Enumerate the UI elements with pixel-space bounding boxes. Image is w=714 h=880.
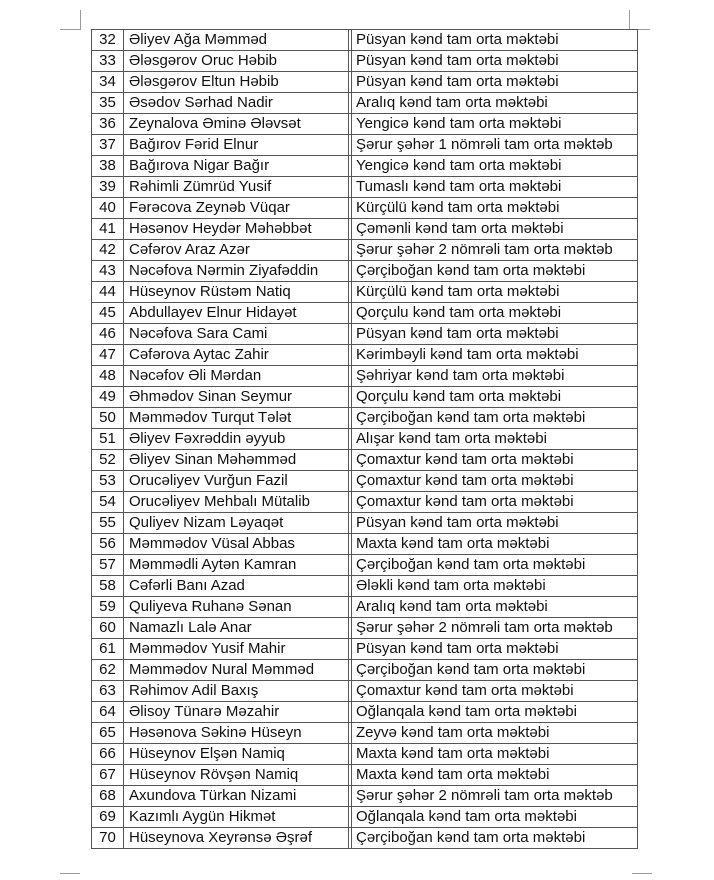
crop-mark-top-left (60, 29, 80, 30)
table-row (91, 408, 638, 429)
school-cell: Maxta kənd tam orta məktəbi (352, 765, 638, 786)
full-name-cell: Nəcəfova Sara Cami (124, 324, 349, 345)
table-row (91, 618, 638, 639)
table-row (91, 93, 638, 114)
table-row (91, 639, 638, 660)
full-name-cell: Kazımlı Aygün Hikmət (124, 807, 349, 828)
row-number-cell: 68 (91, 786, 124, 807)
table-row (91, 387, 638, 408)
table-row (91, 597, 638, 618)
table-row (91, 29, 638, 51)
school-cell: Qorçulu kənd tam orta məktəbi (352, 303, 638, 324)
table-row (91, 492, 638, 513)
row-number-cell: 51 (91, 429, 124, 450)
row-number-cell: 50 (91, 408, 124, 429)
full-name-cell: Hüseynov Rövşən Namiq (124, 765, 349, 786)
table-row (91, 702, 638, 723)
full-name-cell: Bağırov Fərid Elnur (124, 135, 349, 156)
row-number-cell: 52 (91, 450, 124, 471)
row-number-cell: 46 (91, 324, 124, 345)
table-row (91, 282, 638, 303)
table-row (91, 261, 638, 282)
table-row (91, 765, 638, 786)
full-name-cell: Əliyev Ağa Məmməd (124, 29, 349, 51)
school-cell: Ələkli kənd tam orta məktəbi (352, 576, 638, 597)
row-number-cell: 38 (91, 156, 124, 177)
table-row (91, 135, 638, 156)
row-number-cell: 33 (91, 51, 124, 72)
crop-mark-bottom-left (60, 873, 80, 874)
full-name-cell: Hüseynov Elşən Namiq (124, 744, 349, 765)
table-row (91, 114, 638, 135)
table-row (91, 324, 638, 345)
school-cell: Şəhriyar kənd tam orta məktəbi (352, 366, 638, 387)
full-name-cell: Əhmədov Sinan Seymur (124, 387, 349, 408)
school-cell: Kürçülü kənd tam orta məktəbi (352, 198, 638, 219)
full-name-cell: Əliyev Sinan Məhəmməd (124, 450, 349, 471)
table-row (91, 303, 638, 324)
school-cell: Yengicə kənd tam orta məktəbi (352, 156, 638, 177)
row-number-cell: 35 (91, 93, 124, 114)
full-name-cell: Zeynalova Əminə Ələvsət (124, 114, 349, 135)
row-number-cell: 61 (91, 639, 124, 660)
crop-mark-bottom-right (632, 873, 652, 874)
full-name-cell: Əsədov Sərhad Nadir (124, 93, 349, 114)
school-cell: Tumaslı kənd tam orta məktəbi (352, 177, 638, 198)
school-cell: Oğlanqala kənd tam orta məktəbi (352, 702, 638, 723)
full-name-cell: Axundova Türkan Nizami (124, 786, 349, 807)
full-name-cell: Cəfərova Aytac Zahir (124, 345, 349, 366)
table-row (91, 429, 638, 450)
row-number-cell: 60 (91, 618, 124, 639)
full-name-cell: Hüseynova Xeyrənsə Əşrəf (124, 828, 349, 849)
school-cell: Maxta kənd tam orta məktəbi (352, 534, 638, 555)
table-row (91, 660, 638, 681)
school-cell: Çərçiboğan kənd tam orta məktəbi (352, 408, 638, 429)
full-name-cell: Nəcəfova Nərmin Ziyafəddin (124, 261, 349, 282)
school-cell: Çərçiboğan kənd tam orta məktəbi (352, 555, 638, 576)
table-row (91, 723, 638, 744)
school-cell: Şərur şəhər 2 nömrəli tam orta məktəb (352, 618, 638, 639)
table-row (91, 828, 638, 849)
table-row (91, 240, 638, 261)
row-number-cell: 47 (91, 345, 124, 366)
table-row (91, 156, 638, 177)
table-row (91, 786, 638, 807)
row-number-cell: 48 (91, 366, 124, 387)
row-number-cell: 62 (91, 660, 124, 681)
school-cell: Zeyvə kənd tam orta məktəbi (352, 723, 638, 744)
table-row (91, 471, 638, 492)
row-number-cell: 41 (91, 219, 124, 240)
school-cell: Yengicə kənd tam orta məktəbi (352, 114, 638, 135)
row-number-cell: 37 (91, 135, 124, 156)
full-name-cell: Cəfərli Banı Azad (124, 576, 349, 597)
school-cell: Şərur şəhər 2 nömrəli tam orta məktəb (352, 240, 638, 261)
crop-mark-top-left (80, 10, 81, 30)
row-number-cell: 54 (91, 492, 124, 513)
table-row (91, 366, 638, 387)
full-name-cell: Abdullayev Elnur Hidayət (124, 303, 349, 324)
full-name-cell: Məmmədov Turqut Tələt (124, 408, 349, 429)
school-cell: Püsyan kənd tam orta məktəbi (352, 639, 638, 660)
full-name-cell: Rəhimov Adil Baxış (124, 681, 349, 702)
row-number-cell: 45 (91, 303, 124, 324)
row-number-cell: 63 (91, 681, 124, 702)
table-row (91, 576, 638, 597)
row-number-cell: 40 (91, 198, 124, 219)
full-name-cell: Hüseynov Rüstəm Natiq (124, 282, 349, 303)
table-row (91, 744, 638, 765)
full-name-cell: Həsənova Səkinə Hüseyn (124, 723, 349, 744)
full-name-cell: Orucəliyev Vurğun Fazil (124, 471, 349, 492)
school-cell: Püsyan kənd tam orta məktəbi (352, 51, 638, 72)
school-cell: Püsyan kənd tam orta məktəbi (352, 324, 638, 345)
school-cell: Kərimbəyli kənd tam orta məktəbi (352, 345, 638, 366)
full-name-cell: Məmmədli Aytən Kamran (124, 555, 349, 576)
table-row (91, 534, 638, 555)
table-row (91, 51, 638, 72)
full-name-cell: Əlisoy Tünarə Məzahir (124, 702, 349, 723)
school-cell: Aralıq kənd tam orta məktəbi (352, 93, 638, 114)
row-number-cell: 66 (91, 744, 124, 765)
row-number-cell: 43 (91, 261, 124, 282)
school-cell: Çomaxtur kənd tam orta məktəbi (352, 450, 638, 471)
full-name-cell: Quliyev Nizam Ləyaqət (124, 513, 349, 534)
full-name-cell: Quliyeva Ruhanə Sənan (124, 597, 349, 618)
table-row (91, 345, 638, 366)
school-cell: Püsyan kənd tam orta məktəbi (352, 513, 638, 534)
row-number-cell: 34 (91, 72, 124, 93)
school-cell: Çərçiboğan kənd tam orta məktəbi (352, 261, 638, 282)
full-name-cell: Cəfərov Araz Azər (124, 240, 349, 261)
full-name-cell: Orucəliyev Mehbalı Mütalib (124, 492, 349, 513)
table-row (91, 219, 638, 240)
full-name-cell: Rəhimli Zümrüd Yusif (124, 177, 349, 198)
participants-table-body (91, 29, 638, 849)
school-cell: Çəmənli kənd tam orta məktəbi (352, 219, 638, 240)
school-cell: Oğlanqala kənd tam orta məktəbi (352, 807, 638, 828)
full-name-cell: Həsənov Heydər Məhəbbət (124, 219, 349, 240)
row-number-cell: 36 (91, 114, 124, 135)
row-number-cell: 58 (91, 576, 124, 597)
row-number-cell: 44 (91, 282, 124, 303)
full-name-cell: Fərəcova Zeynəb Vüqar (124, 198, 349, 219)
school-cell: Aralıq kənd tam orta məktəbi (352, 597, 638, 618)
full-name-cell: Namazlı Lalə Anar (124, 618, 349, 639)
crop-mark-top-right (629, 10, 630, 30)
school-cell: Püsyan kənd tam orta məktəbi (352, 72, 638, 93)
full-name-cell: Məmmədov Vüsal Abbas (124, 534, 349, 555)
row-number-cell: 57 (91, 555, 124, 576)
full-name-cell: Ələsgərov Eltun Həbib (124, 72, 349, 93)
full-name-cell: Ələsgərov Oruc Həbib (124, 51, 349, 72)
row-number-cell: 59 (91, 597, 124, 618)
full-name-cell: Məmmədov Yusif Mahir (124, 639, 349, 660)
school-cell: Kürçülü kənd tam orta məktəbi (352, 282, 638, 303)
school-cell: Şərur şəhər 1 nömrəli tam orta məktəb (352, 135, 638, 156)
row-number-cell: 42 (91, 240, 124, 261)
school-cell: Alışar kənd tam orta məktəbi (352, 429, 638, 450)
table-row (91, 681, 638, 702)
row-number-cell: 53 (91, 471, 124, 492)
table-row (91, 513, 638, 534)
school-cell: Qorçulu kənd tam orta məktəbi (352, 387, 638, 408)
table-row (91, 450, 638, 471)
participants-table (91, 29, 638, 849)
row-number-cell: 39 (91, 177, 124, 198)
row-number-cell: 55 (91, 513, 124, 534)
school-cell: Çomaxtur kənd tam orta məktəbi (352, 681, 638, 702)
school-cell: Şərur şəhər 2 nömrəli tam orta məktəb (352, 786, 638, 807)
row-number-cell: 49 (91, 387, 124, 408)
full-name-cell: Bağırova Nigar Bağır (124, 156, 349, 177)
school-cell: Çərçiboğan kənd tam orta məktəbi (352, 660, 638, 681)
table-row (91, 72, 638, 93)
table-row (91, 807, 638, 828)
school-cell: Püsyan kənd tam orta məktəbi (352, 29, 638, 51)
table-row (91, 198, 638, 219)
row-number-cell: 67 (91, 765, 124, 786)
row-number-cell: 32 (91, 29, 124, 51)
row-number-cell: 56 (91, 534, 124, 555)
full-name-cell: Məmmədov Nural Məmməd (124, 660, 349, 681)
school-cell: Çomaxtur kənd tam orta məktəbi (352, 471, 638, 492)
row-number-cell: 64 (91, 702, 124, 723)
school-cell: Maxta kənd tam orta məktəbi (352, 744, 638, 765)
row-number-cell: 70 (91, 828, 124, 849)
school-cell: Çərçiboğan kənd tam orta məktəbi (352, 828, 638, 849)
row-number-cell: 69 (91, 807, 124, 828)
table-row (91, 177, 638, 198)
school-cell: Çomaxtur kənd tam orta məktəbi (352, 492, 638, 513)
row-number-cell: 65 (91, 723, 124, 744)
full-name-cell: Əliyev Fəxrəddin əyyub (124, 429, 349, 450)
full-name-cell: Nəcəfov Əli Mərdan (124, 366, 349, 387)
table-row (91, 555, 638, 576)
